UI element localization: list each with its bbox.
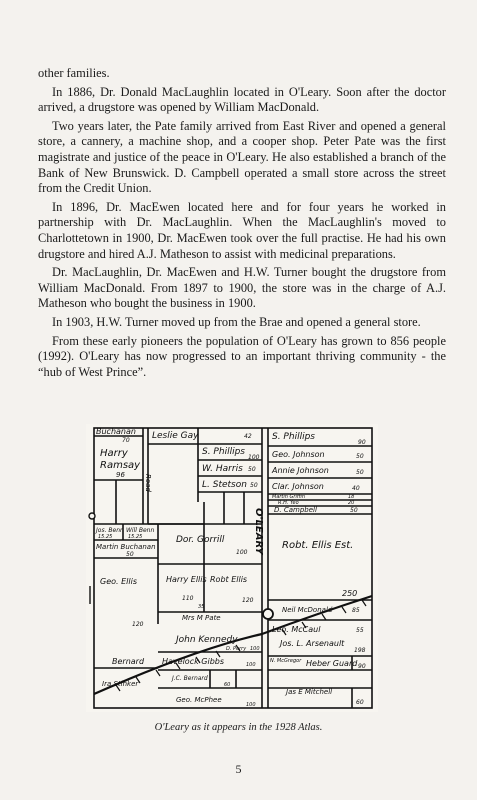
label-martin-buchanan: Martin Buchanan — [96, 543, 156, 551]
paragraph: In 1886, Dr. Donald MacLaughlin located in O'Leary. Soon after the doctor arrived, a drugstore was opened by William MacDonald. — [38, 84, 446, 115]
label-clar-johnson-n: 40 — [352, 485, 360, 492]
label-neil-mcdonald: Neil McDonald — [282, 606, 333, 614]
label-leo-mccaul: Leo. McCaul — [272, 625, 321, 634]
label-robt-ellis: Robt Ellis — [210, 575, 248, 584]
label-jos-l-arsenault: Jos. L. Arsenault — [280, 639, 345, 648]
label-harry: Harry — [100, 448, 128, 459]
label-robt-ellis-est-n: 250 — [342, 589, 358, 598]
label-geo-mcphee: Geo. McPhee — [176, 696, 222, 704]
label-jas-e-mitchell-n: 60 — [356, 699, 364, 706]
body-text — [38, 66, 446, 383]
label-bernard: Bernard — [112, 657, 145, 666]
label-d-campbell-n: 50 — [350, 507, 358, 514]
label-ramsay-n: 96 — [116, 471, 125, 479]
label-heber-guard: Heber Guard — [306, 659, 358, 668]
label-leslie-gay: Leslie Gay — [152, 431, 199, 441]
label-n-mcgregor: N. McGregor — [270, 658, 302, 664]
label-jos-benn-n: 15.25 — [98, 534, 113, 540]
label-martin-buchanan-n: 50 — [126, 551, 134, 558]
label-l-stetson: L. Stetson — [202, 480, 247, 490]
label-dor-gorrill-n: 100 — [236, 549, 248, 556]
label-d-perry: D. Perry — [226, 646, 247, 652]
label-road: Road — [144, 474, 152, 492]
label-r-h-yeo-n: 20 — [348, 500, 355, 506]
label-martin-griffin-n: 18 — [348, 494, 355, 500]
label-oleary: O'LEARY — [253, 508, 264, 555]
label-neil-mcdonald-n: 85 — [352, 607, 360, 614]
label-jas-e-mitchell: Jas E Mitchell — [286, 688, 333, 696]
label-geo-ellis: Geo. Ellis — [100, 577, 137, 586]
label-r-h-yeo: R.H. Yeo — [278, 500, 299, 506]
label-geo-johnson-n: 50 — [356, 453, 364, 460]
label-clar-johnson: Clar. Johnson — [272, 482, 324, 491]
label-leslie-gay-n: 42 — [244, 433, 252, 440]
label-jos-benn: Jos. Benn — [96, 527, 124, 534]
label-harry-ellis-n: 110 — [182, 595, 194, 602]
label-harry-ellis: Harry Ellis — [166, 575, 207, 584]
label-s-phillips-b-n: 90 — [358, 439, 366, 446]
label-annie-johnson: Annie Johnson — [272, 466, 329, 475]
label-will-benn: Will Benn — [126, 527, 155, 534]
label-annie-johnson-n: 50 — [356, 469, 364, 476]
label-martin-griffin: Martin Griffin — [272, 494, 306, 500]
label-havelock-gibbs-n: 100 — [246, 662, 256, 668]
label-w-harris-n: 50 — [248, 466, 256, 473]
label-n-120: 120 — [132, 621, 144, 628]
label-will-benn-n: 15.25 — [128, 534, 143, 540]
survey-marker-icon — [89, 513, 95, 519]
label-d-perry-n: 100 — [250, 646, 260, 652]
label-s-phillips-b: S. Phillips — [272, 432, 315, 442]
label-buchanan-n: 70 — [122, 437, 130, 444]
label-havelock-gibbs: Havelock Gibbs — [162, 657, 225, 666]
map-caption: O'Leary as it appears in the 1928 Atlas. — [154, 722, 323, 733]
paragraph: From these early pioneers the population of O'Leary has grown to 856 people (1992). O'Leary has now progressed to an important thriving community - the “hub of West Prince”. — [38, 333, 446, 379]
station-circle-icon — [263, 609, 273, 619]
label-geo-mcphee-n: 100 — [246, 702, 256, 708]
paragraph: Dr. MacLaughlin, Dr. MacEwen and H.W. Turner bought the drugstore from William MacDonald. From 1897 to 1900, the store was in the charge of A.J. Matheson who bought the business in 1900. — [38, 265, 446, 311]
label-leo-mccaul-n: 55 — [356, 627, 364, 634]
label-d-campbell: D. Campbell — [274, 506, 317, 514]
label-l-stetson-n: 50 — [250, 482, 258, 489]
label-j-c-bernard-n: 60 — [224, 682, 231, 688]
label-jos-l-arsenault-n: 198 — [354, 647, 366, 654]
label-mrs-m-pate-n: 35 — [198, 604, 205, 610]
label-mrs-m-pate: Mrs M Pate — [182, 614, 221, 622]
label-heber-guard-n: 90 — [358, 663, 366, 670]
paragraph: In 1903, H.W. Turner moved up from the Brae and opened a general store. — [52, 314, 421, 329]
paragraph: Two years later, the Pate family arrived from East River and opened a general store, a cannery, a machine shop, and a cooper shop. Peter Pate was the first magistrate and justice of the peace in O'Leary. He also established a branch of the Bank of New Brunswick. D. Campbell operated a small store across the street from the Credit Union. — [38, 118, 446, 196]
paragraph: In 1896, Dr. MacEwen located here and for four years he worked in partnership with Dr. MacLaughlin. When the MacLaughlin's moved to Charlottetown in 1900, Dr. MacEwen took over the full practise. He had his own drugstore and hired A.J. Matheson to assist with medicinal preparations. — [38, 199, 446, 261]
label-ramsay: Ramsay — [100, 460, 141, 471]
label-dor-gorrill: Dor. Gorrill — [176, 535, 225, 545]
label-s-phillips-a-n: 100 — [248, 454, 260, 461]
label-ira-stinker: Ira Stinker — [102, 680, 139, 688]
label-robt-ellis-n: 120 — [242, 597, 254, 604]
label-s-phillips-a: S. Phillips — [202, 447, 245, 457]
atlas-map — [86, 424, 378, 712]
label-robt-ellis-est: Robt. Ellis Est. — [282, 540, 354, 551]
label-w-harris: W. Harris — [202, 464, 243, 474]
label-j-c-bernard: J.C. Bernard — [172, 675, 208, 682]
paragraph: other families. — [38, 66, 110, 80]
label-geo-johnson: Geo. Johnson — [272, 450, 325, 459]
atlas-map-drawing — [86, 424, 378, 712]
label-buchanan: Buchanan — [96, 427, 136, 436]
label-john-kennedy: John Kennedy — [176, 635, 238, 645]
page-number: 5 — [235, 762, 242, 776]
